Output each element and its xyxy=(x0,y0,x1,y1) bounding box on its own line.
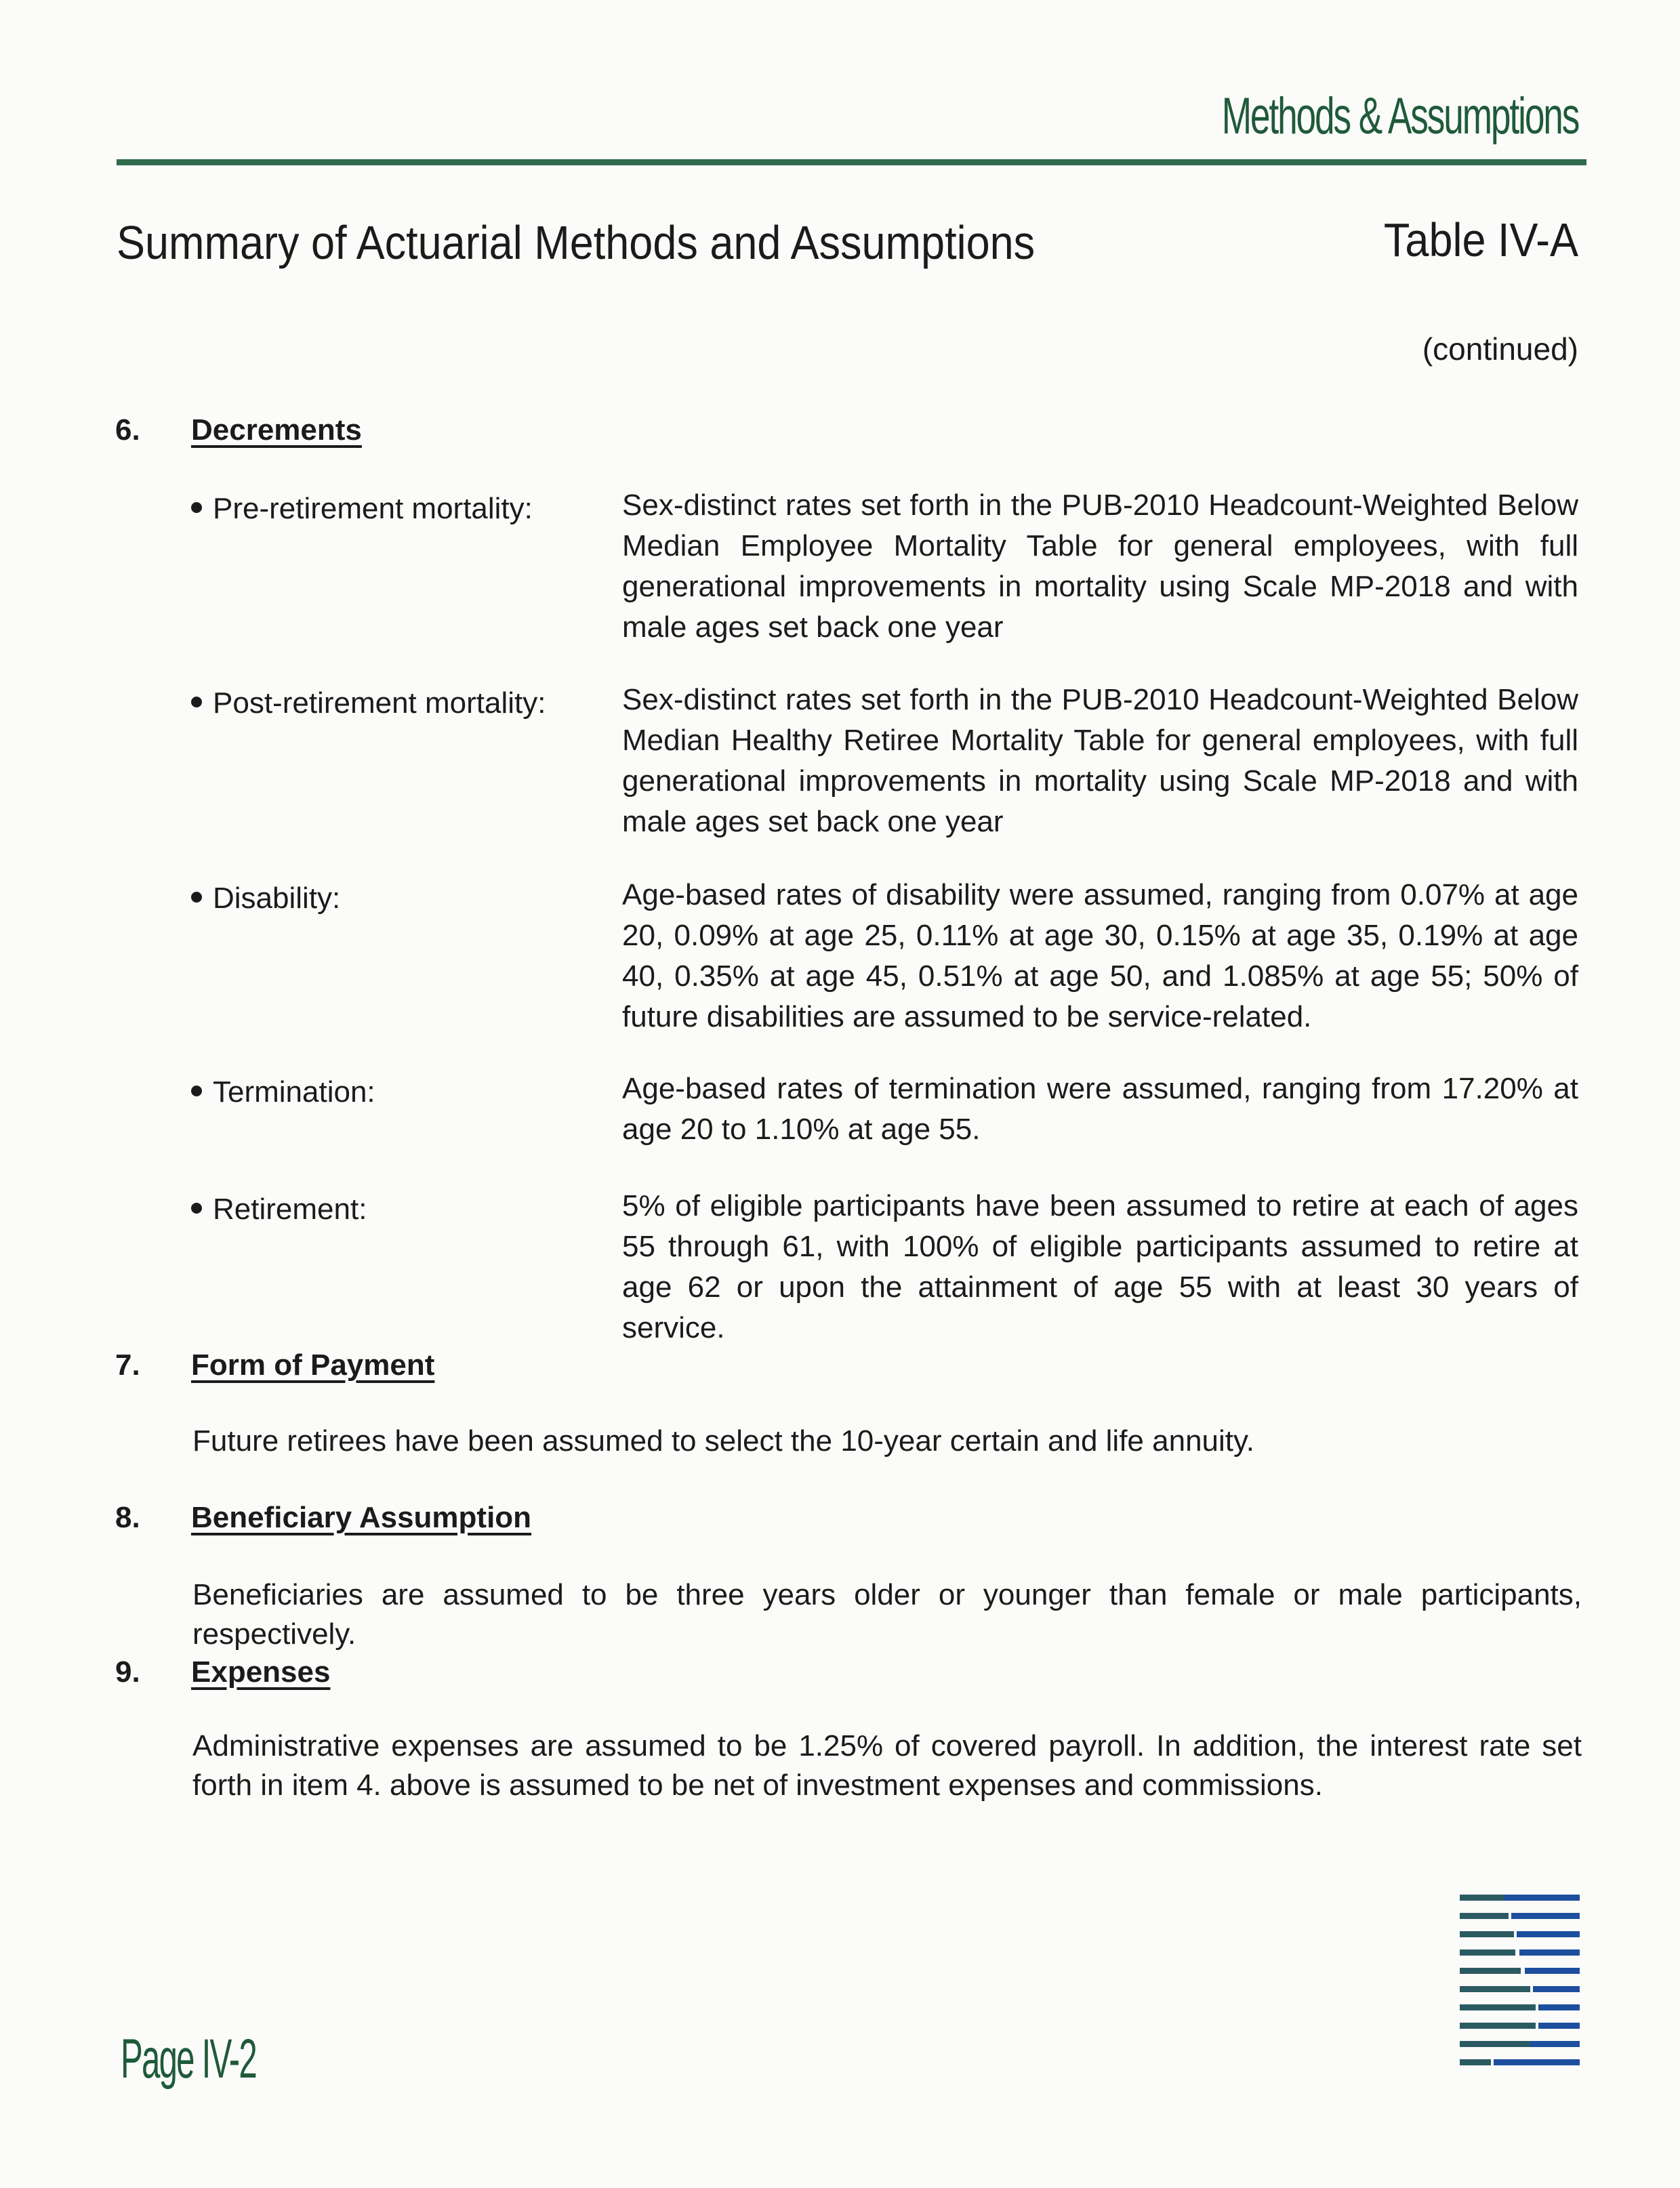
bullet-icon xyxy=(191,892,202,903)
bullet-icon xyxy=(191,697,202,707)
section-8-title: Beneficiary Assumption xyxy=(191,1501,532,1534)
bullet-icon xyxy=(191,1203,202,1214)
decrement-label-disability: Disability: xyxy=(191,882,340,915)
section-8-text: Beneficiaries are assumed to be three years older or younger than female or male participants, respectively. xyxy=(192,1578,1582,1651)
decrement-label-post-retirement: Post-retirement mortality: xyxy=(191,686,546,720)
section-9-title: Expenses xyxy=(191,1655,331,1689)
striped-s-logo-icon xyxy=(1457,1891,1582,2067)
section-header-label: Methods & Assumptions xyxy=(1221,87,1578,145)
decrement-text-pre-retirement: Sex-distinct rates set forth in the PUB-2010 Headcount-Weighted Below Median Employee Mortality Table for general employees, with full generational improvements in mortality using Scale MP-2018 and with male ages set back one year xyxy=(622,489,1578,644)
section-9-text: Administrative expenses are assumed to be 1.25% of covered payroll. In addition, the interest rate set forth in item 4. above is assumed to be net of investment expenses and commissions. xyxy=(192,1729,1582,1802)
section-9-number: 9. xyxy=(115,1655,140,1689)
section-7-number: 7. xyxy=(115,1348,140,1382)
continued-note: (continued) xyxy=(1422,331,1578,367)
decrement-label-retirement: Retirement: xyxy=(191,1193,367,1226)
section-8-number: 8. xyxy=(115,1501,140,1534)
section-7-title: Form of Payment xyxy=(191,1348,435,1382)
header-rule xyxy=(117,159,1586,165)
table-id: Table IV-A xyxy=(1383,213,1578,266)
decrement-text-disability: Age-based rates of disability were assumed, ranging from 0.07% at age 20, 0.09% at age 25, 0.11% at age 30, 0.15% at age 35, 0.19% at age 40, 0.35% at age 45, 0.51% at age 50, and 1.085% at age 55; 50% of future disabilities are assumed to be service-related. xyxy=(622,878,1578,1033)
section-6-title: Decrements xyxy=(191,413,362,447)
decrement-text-retirement: 5% of eligible participants have been assumed to retire at each of ages 55 through 61, with 100% of eligible participants assumed to retire at age 62 or upon the attainment of age 55 with at least 30 years of service. xyxy=(622,1189,1578,1344)
page-title: Summary of Actuarial Methods and Assumptions xyxy=(117,216,1036,269)
section-6-number: 6. xyxy=(115,413,140,447)
section-7-text: Future retirees have been assumed to select the 10-year certain and life annuity. xyxy=(192,1424,1254,1458)
page-number-label: Page IV-2 xyxy=(121,2028,256,2090)
decrement-text-post-retirement: Sex-distinct rates set forth in the PUB-2010 Headcount-Weighted Below Median Healthy Retiree Mortality Table for general employees, with full generational improvements in mortality using Scale MP-2018 and with male ages set back one year xyxy=(622,683,1578,838)
decrement-text-termination: Age-based rates of termination were assumed, ranging from 17.20% at age 20 to 1.10% at age 55. xyxy=(622,1072,1578,1146)
bullet-icon xyxy=(191,1086,202,1096)
bullet-icon xyxy=(191,502,202,513)
decrement-label-termination: Termination: xyxy=(191,1075,375,1109)
decrement-label-pre-retirement: Pre-retirement mortality: xyxy=(191,492,533,526)
